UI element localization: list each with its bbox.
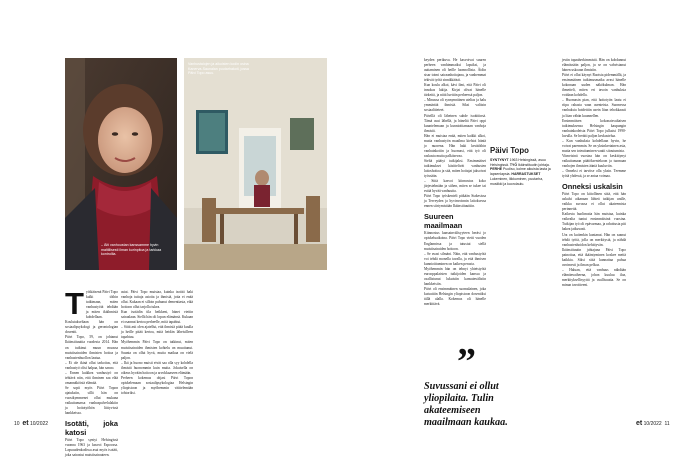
article-column-2 bbox=[121, 290, 193, 396]
interior-photo bbox=[184, 58, 327, 270]
magazine-brand: et bbox=[636, 420, 643, 427]
paragraph: Perheen kokemus ohjasi Päivi Topon opiskelemaan sosiaalipsykologiaa Helsingin yliopistoon ja myöhemmin väittelemään tohtoriksi. bbox=[121, 375, 193, 395]
article-column-4 bbox=[562, 58, 626, 288]
profile-infobox bbox=[490, 146, 556, 186]
right-page-footer bbox=[636, 420, 670, 427]
section-heading: Onneksi uskalsin bbox=[562, 182, 623, 192]
paragraph: Myöhemmin Päivi Topo on tutkinut, miten muistisairaiden ihmisten kohtelu on muuttunut. Suunta on ollut hyvä, mutta matkaa on vielä paljon. bbox=[121, 340, 193, 360]
article-column-3 bbox=[424, 58, 486, 307]
paragraph: Päivi Topo, 59, on johtanut Ikäinstituuttia vuodesta 2014. Hän on tutkinut muun muassa muistisairaiden ihmisten hoitoa ja vanhustenhuollon laatua. bbox=[65, 335, 118, 360]
quote-mark: ” bbox=[457, 341, 476, 383]
paragraph: Se sopii myös Päivi Topon ajatuksiin, sillä hän on vuosikymmenet ollut mukana vaikuttamassa vanhuspalvelulakiin ja hoitotyöhön liittyvissä hankkeissa. bbox=[65, 385, 118, 416]
paragraph: – Ikä ja huono muisti eivät saa olla syy kohdella ihmistä huonommin kuin muita. Jokaisella on oikeus hyvään hoitoon ja arvokkaaseen elämään. bbox=[121, 360, 193, 375]
paragraph: keyden perikuva. He kasvoivat suuren perheen vanhimmaiksi lapsiksi, ja auttaminen oli heille luonnollista. Äidin sisar toimi sairaanhoitajana, ja vanhemmat tekivät työtä sinnikkäästi. bbox=[424, 58, 486, 83]
paragraph: Kaikesta huolimatta hän muistaa, kuinka vaikealta tuntui ensimmäisinä vuosina. Tutkijan työ oli epävarmaa, ja rahoitusta piti hakea jatkuvasti. bbox=[562, 212, 626, 232]
infobox-title: Päivi Topo bbox=[490, 146, 529, 155]
paragraph: – Ennen kaikkea vanhustyö on tehtävä niin, että ihminen saa elää omannäköistä elämää. bbox=[65, 370, 118, 385]
section-heading: Isotäti, joka katosi bbox=[65, 419, 118, 438]
drop-cap: T bbox=[65, 286, 84, 321]
paragraph: Ura on kuitenkin kantanut. Hän on saanut tehdä työtä, jolla on merkitystä, ja nähdä vanhustenhoidon kehittyvän. bbox=[562, 232, 626, 247]
left-page-footer bbox=[14, 420, 48, 427]
portrait-photo bbox=[65, 58, 177, 270]
paragraph: Hän ei muistaa enää, miten kaikki alkoi, mutta vanhustyön maailma kiehtoi häntä jo nuorena. Hän haki kesätöihin vanhainkotiin ja huomasi, että työ oli raskasta mutta palkitsevaa. bbox=[424, 133, 486, 158]
pull-quote: Suvussani ei ollut yliopilaita. Tulin akateemiseen maailmaan kaukaa. bbox=[424, 381, 508, 428]
paragraph: – Huomasin pian, että hoitotyön laatu ei riipu rahasta vaan asenteista. Suomessa vanhuksia hoidettiin usein liian tehokkaasti ja liian vähän kuunnellen. bbox=[562, 98, 626, 118]
paragraph: Päivillä oli läheinen suhde isoäitiinsä. Tämä asui lähellä, ja häneltä Päivi oppi kuuntelemaan ja kunnioittamaan vanhoja ihmisiä. bbox=[424, 113, 486, 133]
paragraph: Päivi oli ensimmäinen suomalainen, joka kutsuttiin Helsingin yliopistoon dosentiksi tällä alalla. Kokemus oli hänelle merkittävä. bbox=[424, 286, 486, 307]
portrait-illustration bbox=[65, 58, 177, 270]
page-number: 10 bbox=[14, 421, 20, 427]
paragraph: Sieltä päätyi tutkijaksi. Ensimmäiset tutkimukset käsittelivät vanhusten laitoshoitoa ja sitä, miten hoitajat jaksoivat työssään. bbox=[424, 158, 486, 179]
portrait-caption: – Äiti vanhoustan kanssamme hyvin maltillisesti ilman kurinpitoa ja tarkkaa kontrollia. bbox=[101, 243, 162, 257]
paragraph: – Minussa oli synnynnäinen utelias ja halu ymmärtää ihmisiä. Siksi valitsin sosiaalitieteet. bbox=[424, 98, 486, 113]
paragraph: – Siitä kasvoi kiinnostus koko järjestelmään ja siihen, miten se tukee tai estää hyvää vanhuutta. bbox=[424, 179, 486, 194]
paragraph: – Siitä asti olen ajatellut, että ihmisiä pitää kuulla ja heille pitää kertoa, mitä heidän läheisilleen tapahtuu. bbox=[121, 325, 193, 340]
paragraph: Päivi Topo työskenteli pitkään Stakesissa ja Terveyden ja hyvinvoinnin laitoksessa ennen siirtymistään Ikäinstituuttiin. bbox=[424, 194, 486, 209]
paragraph: Kun koulu alkoi, kävi ilmi, että Päivi oli innokas lukija. Kirjat olivat hänelle tärkeitä, ja niitä luettiin perheessä paljon. bbox=[424, 83, 486, 98]
paragraph: Päivi Topo on kiitollinen siitä, että hän uskalsi aikanaan lähteä tutkijan uralle, vaikka suvussa ei ollut akateemista perinnettä. bbox=[562, 192, 626, 212]
paragraph: jestin tapaaherkimmistä. Hän on kohdannut elämässään paljon, ja se on vahvistanut hänen uskoaan ihmisiin. bbox=[562, 58, 626, 73]
paragraph: Päivi ei ollut käynyt Ruotsia pidemmällä, ja ensimmäinen tutkimusmatka avasi hänelle kokonaan uuden näkökulman. Hän ihmetteli, miten eri tavoin vanhuksia voidaan kohdella. bbox=[562, 73, 626, 98]
issue-number: 10/2022 bbox=[643, 421, 662, 427]
page-number: 11 bbox=[664, 421, 670, 427]
interior-caption: Vanhustalojen ja aikuisten kodin osina Kanerva-Saunalan puutarhakoti, jossa Päivi Topo asuu. bbox=[188, 62, 249, 76]
infobox-text: SYNTYNYT 1963 Helsingissä, asuu Helsingissä. TYÖ Ikäinstituutin johtaja. PERHE Puoliso, kolme aikuista lasta ja lapsenlapsia. HARRASTUKSET Lukeminen, liikkuminen, puutarha, musiikki ja kuorolaulu. bbox=[490, 158, 551, 186]
paragraph: – Ei ole ikinä ollut tarkoitus, että vanhustyö olisi halpaa, hän sanoo. bbox=[65, 360, 118, 370]
paragraph: Viimeisinä vuosina hän on keskittynyt vaikuttamaan päätöksentekoon ja tuomaan vanhojen ihmisten ääntä kuuluviin. bbox=[562, 153, 626, 168]
article-column-1 bbox=[65, 286, 118, 458]
paragraph: – Se avasi silmäni. Näin, että vanhustyötä voi tehdä monella tavalla, ja että ihmisen kunnioittaminen on kaiken perusta. bbox=[424, 251, 486, 266]
issue-number: 10/2022 bbox=[29, 421, 49, 427]
paragraph: asiat. Päivi Topo muistaa, kuinka isotäti haki vanhoja tuttuja asioita ja ihmisiä, joita ei enää ollut. Kukaan ei silloin puhunut dementiasta, eikä hoitoon ollut tarjolla tukea. bbox=[121, 290, 193, 310]
paragraph: Päivi Topo syntyi Helsingissä vuonna 1963 ja kasvoi Espoossa. Lapsuudenkodissa asui myös isotäti, joka sairastui muistisairauteen. bbox=[65, 438, 118, 458]
paragraph: Ikäinstituutin johtajana Päivi Topo painottaa, että ikääntyminen koskee meitä kaikkia. Siksi siitä kannattaa puhua avoimesti ja ilman pelkoa. bbox=[562, 247, 626, 267]
intro-paragraph: Työikäisenä Päivi Topo kulki töihin tutkimaan, miten vanhustyötä tehdään ja miten ikäihmisiä kohdellaan. Koulutukseltaan hän on sosiaalipsykologi ja gerontologian dosentti. bbox=[65, 286, 118, 335]
paragraph: Myöhemmin hän on tehnyt yhteistyötä eurooppalaisten tutkijoiden kanssa ja osallistunut lukuisiin kansainvälisiin hankkeisiin. bbox=[424, 266, 486, 286]
interior-illustration bbox=[184, 58, 327, 270]
paragraph: – Onneksi ei tarvitse olla yksin. Teemme työtä yhdessä, ja se antaa voimaa. bbox=[562, 169, 626, 179]
paragraph: Kun isotädin tila heikkeni, hänet vietiin sairaalaan. Siellä hän oli lopun elämänsä. Kukaan ei osannut kertoa perheelle, mitä tapahtui. bbox=[121, 310, 193, 325]
section-heading: Suureen maailmaan bbox=[424, 212, 463, 231]
paragraph: – Kun vanhuksia kohdellaan hyvin, he voivat paremmin. Se on yksinkertainen asia, mutta sen toteuttaminen vaatii sitoutumista. bbox=[562, 138, 626, 153]
paragraph: Kiinnostus kansainvälisyyteen heräsi jo opiskeluaikoina. Päivi Topo vietti vuoden Englannissa ja tutustui siellä muistisairaiden hoitoon. bbox=[424, 231, 486, 251]
paragraph: Ensimmäisen kokonaisvaltaisen tutkimuksensa Helsingin kaupungin vanhainkodeista Päivi Topo julkaisi 1990-luvulla. Se herätti paljon keskustelua. bbox=[562, 118, 626, 138]
magazine-brand: et bbox=[22, 420, 29, 427]
paragraph: – Haluan, että vanhuus nähdään elämänvaiheena, johon kuuluu iloa, merkityksellisyyttä ja osallisuutta. Se on minun tavoitteeni. bbox=[562, 267, 626, 287]
